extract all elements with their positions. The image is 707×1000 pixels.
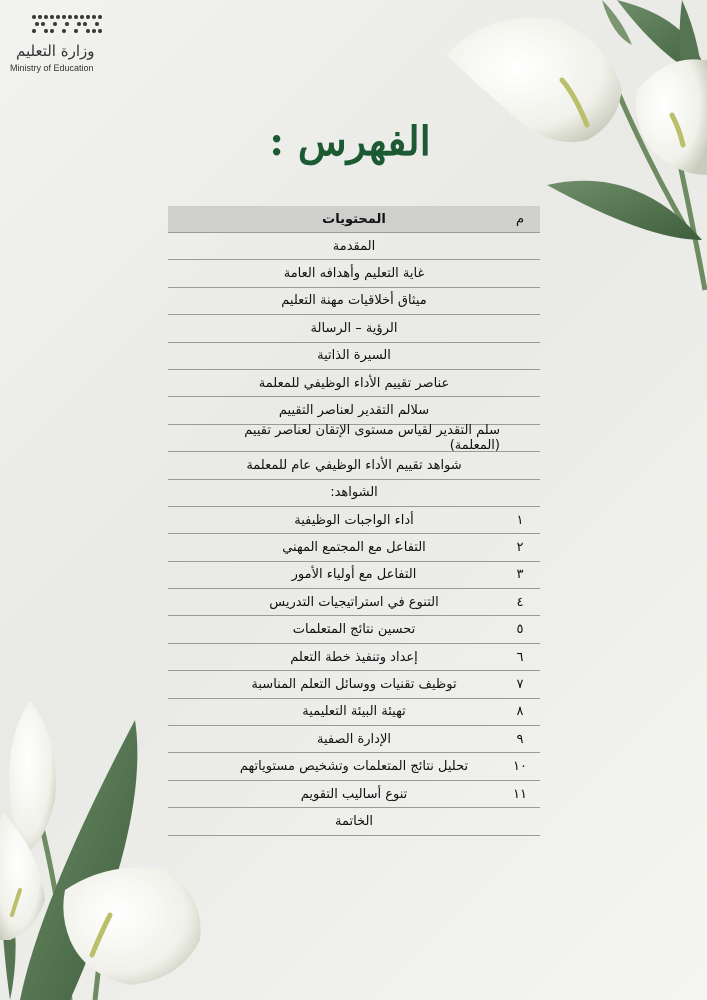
toc-row-title: سلم التقدير لقياس مستوى الإتقان لعناصر تقييم (المعلمة) (244, 422, 500, 453)
toc-row-number: ٩ (516, 731, 524, 747)
logo-dots-icon (24, 12, 104, 38)
toc-row-number (500, 425, 540, 451)
toc-row-number: ٤ (516, 594, 524, 610)
toc-row-title: تنوع أساليب التقويم (300, 786, 408, 802)
toc-row (168, 422, 540, 453)
toc-header-num: م (515, 211, 525, 227)
toc-row (168, 343, 540, 370)
toc-row-number (500, 343, 540, 369)
toc-row-title: عناصر تقييم الأداء الوظيفي للمعلمة (258, 375, 450, 391)
toc-row (168, 315, 540, 342)
toc-row-title: المقدمة (332, 238, 376, 254)
toc-row-number: ٧ (516, 676, 524, 692)
toc-row (168, 288, 540, 315)
toc-row-title: شواهد تقييم الأداء الوظيفي عام للمعلمة (246, 457, 462, 473)
toc-row (168, 452, 540, 479)
toc-row-title: غاية التعليم وأهدافه العامة (283, 266, 425, 282)
toc-row-title: ميثاق أخلاقيات مهنة التعليم (281, 293, 427, 309)
toc-row-title: سلالم التقدير لعناصر التقييم (278, 403, 430, 419)
toc-row-number (500, 480, 540, 506)
toc-row-title: الشواهد: (330, 485, 378, 501)
toc-row-number (500, 288, 540, 314)
toc-row-title: السيرة الذاتية (317, 348, 391, 364)
toc-row-title: تحليل نتائج المتعلمات وتشخيص مستوياتهم (239, 759, 469, 775)
toc-row-number: ٣ (516, 567, 524, 583)
toc-row-number: ٨ (516, 704, 524, 720)
logo-english-text: Ministry of Education (10, 63, 94, 73)
toc-row-title: تحسين نتائج المتعلمات (292, 622, 416, 638)
toc-row (168, 562, 540, 589)
table-of-contents (168, 206, 540, 836)
toc-row (168, 616, 540, 643)
toc-row-title: أداء الواجبات الوظيفية (294, 512, 414, 528)
toc-row-number (500, 315, 540, 341)
toc-row (168, 808, 540, 835)
toc-header-title: المحتويات (322, 211, 386, 227)
toc-row (168, 589, 540, 616)
toc-row-title: الإدارة الصفية (317, 731, 391, 747)
toc-row-number (500, 808, 540, 834)
toc-row-title: تهيئة البيئة التعليمية (302, 704, 406, 720)
ministry-logo (10, 10, 102, 75)
toc-row-number: ١٠ (513, 759, 527, 775)
toc-row (168, 753, 540, 780)
toc-row-number: ٥ (516, 622, 524, 638)
toc-row (168, 699, 540, 726)
toc-row (168, 671, 540, 698)
toc-row-number (500, 260, 540, 286)
toc-row (168, 781, 540, 808)
toc-row-title: إعداد وتنفيذ خطة التعلم (290, 649, 418, 665)
logo-arabic-text: وزارة التعليم (16, 42, 95, 60)
toc-row-title: توظيف تقنيات ووسائل التعلم المناسبة (251, 676, 457, 692)
toc-row (168, 480, 540, 507)
toc-row-number (500, 452, 540, 478)
page-title: الفهرس : (269, 118, 431, 165)
toc-row (168, 233, 540, 260)
toc-body (168, 233, 540, 836)
toc-row-title: الرؤية – الرسالة (310, 320, 398, 336)
toc-row-title: الخاتمة (334, 813, 374, 829)
toc-row (168, 534, 540, 561)
toc-row-title: التفاعل مع المجتمع المهني (282, 539, 426, 555)
toc-row-number: ١ (516, 512, 524, 528)
toc-row-number: ٦ (516, 649, 524, 665)
toc-row-title: التنوع في استراتيجيات التدريس (269, 594, 439, 610)
toc-row-title: التفاعل مع أولياء الأمور (291, 567, 417, 583)
toc-row-number (500, 233, 540, 259)
toc-row (168, 507, 540, 534)
toc-row (168, 726, 540, 753)
toc-row (168, 260, 540, 287)
toc-row-number: ٢ (516, 539, 524, 555)
toc-row-number: ١١ (513, 786, 527, 802)
toc-row (168, 644, 540, 671)
toc-row-number (500, 370, 540, 396)
toc-row (168, 397, 540, 424)
toc-header-row (168, 206, 540, 233)
toc-row (168, 370, 540, 397)
toc-row-number (500, 397, 540, 423)
